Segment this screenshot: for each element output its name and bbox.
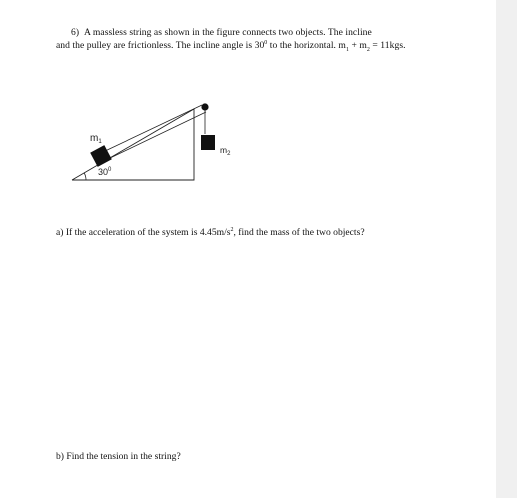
right-gutter — [496, 0, 517, 498]
block-m2 — [201, 135, 215, 150]
string-line-upper — [103, 105, 202, 152]
question-a-tail: , find the mass of the two objects? — [233, 227, 365, 238]
problem-line-2 — [56, 40, 476, 53]
question-a-text: a) If the acceleration of the system is 4.45m/s — [56, 227, 231, 238]
mass1-subscript: 1 — [345, 46, 350, 53]
angle-label: $30^0$ — [98, 167, 112, 177]
problem-plus: + m — [349, 39, 367, 51]
string-line-lower — [108, 112, 206, 159]
label-m1: $m_1$ — [90, 133, 102, 145]
block-m1 — [90, 145, 112, 167]
pulley — [201, 103, 208, 110]
question-a — [56, 227, 476, 239]
problem-statement — [56, 27, 476, 52]
label-m2: $m_2$ — [220, 145, 231, 157]
question-b-text: b) Find the tension in the string? — [56, 451, 181, 462]
problem-total: = 11kgs. — [369, 39, 406, 51]
question-b — [56, 451, 476, 463]
problem-line-2-after-angle: to the horizontal. m — [267, 39, 346, 51]
question-a-exponent: 2 — [230, 226, 234, 233]
incline-pulley-figure — [60, 96, 250, 190]
mass2-subscript: 2 — [366, 46, 370, 53]
angle-arc — [84, 173, 86, 180]
figure-svg — [60, 96, 250, 190]
problem-number: 6) — [71, 27, 80, 38]
problem-line-2-text: and the pulley are frictionless. The incline angle is 30 — [56, 39, 265, 51]
angle-degree: 0 — [264, 39, 268, 46]
problem-line-1 — [56, 27, 476, 40]
problem-line-1-text: A massless string as shown in the figure connects two objects. The incline — [84, 27, 372, 38]
incline-triangle — [72, 109, 194, 180]
